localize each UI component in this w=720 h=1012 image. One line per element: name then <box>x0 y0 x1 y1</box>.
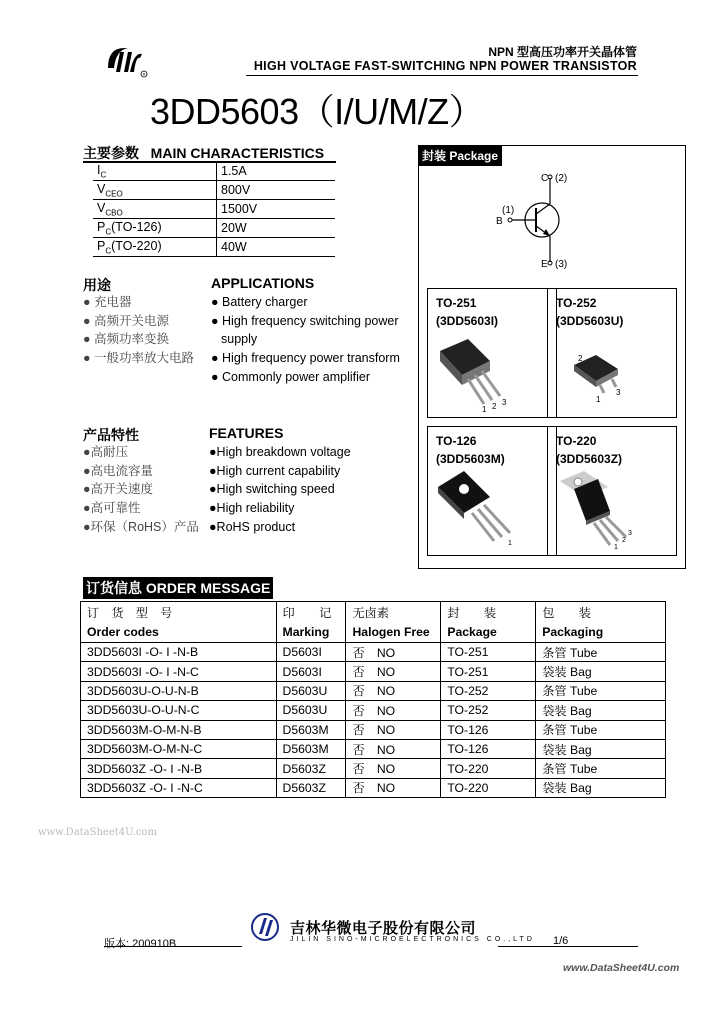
pin-label: 3 <box>628 530 632 537</box>
package-box-to220 <box>547 426 677 556</box>
list-item: ● Battery charger <box>211 295 308 309</box>
char-row <box>93 181 335 200</box>
main-characteristics-heading <box>83 143 324 163</box>
list-item: ● Commonly power amplifier <box>211 369 370 384</box>
pin-b-label: B <box>496 216 503 227</box>
order-title-en: ORDER MESSAGE <box>145 580 271 596</box>
param-suffix: (TO-126) <box>111 219 162 234</box>
header-cell: 包 装 <box>536 602 666 623</box>
packaging: 条管 Tube <box>536 720 666 739</box>
param-subscript: C <box>105 227 112 237</box>
param-symbol: P <box>97 219 106 234</box>
halogen-free: 否 NO <box>346 778 441 797</box>
marking: D5603U <box>276 681 346 700</box>
header-subtitle-cn: NPN 型高压功率开关晶体管 <box>488 45 637 59</box>
package: TO-126 <box>441 739 536 758</box>
order-code: 3DD5603U-O-U-N-C <box>81 701 277 720</box>
package-part: (3DD5603U) <box>556 314 624 328</box>
features-list-cn <box>83 443 199 537</box>
header-cell: Packaging <box>536 622 666 643</box>
order-code: 3DD5603M-O-M-N-C <box>81 739 277 758</box>
param-suffix: (TO-220) <box>111 238 162 253</box>
company-logo-icon <box>104 44 148 78</box>
halogen-free: 否 NO <box>346 701 441 720</box>
package-part: (3DD5603Z) <box>556 452 623 466</box>
header-cell: Halogen Free <box>346 622 441 643</box>
param-value: 1500V <box>217 200 336 219</box>
marking: D5603M <box>276 739 346 758</box>
marking: D5603I <box>276 643 346 662</box>
header-cell: 印 记 <box>276 602 346 623</box>
list-item: ● High frequency switching power <box>211 313 399 328</box>
list-item: ●高耐压 <box>83 445 129 459</box>
watermark-text: www.DataSheet4U.com <box>38 827 157 838</box>
table-row <box>81 643 666 662</box>
halogen-free: 否 NO <box>346 739 441 758</box>
param-value: 20W <box>217 219 336 238</box>
list-item: ● 一般功率放大电路 <box>83 351 195 366</box>
package: TO-220 <box>441 759 536 778</box>
list-item: ●高可靠性 <box>83 501 141 516</box>
order-header-en <box>81 622 666 643</box>
pin-label: 2 <box>578 354 583 363</box>
list-item: ●高开关速度 <box>83 482 154 497</box>
halogen-free: 否 NO <box>346 662 441 681</box>
marking: D5603U <box>276 701 346 720</box>
char-row <box>93 162 335 181</box>
package-label-cn: 封装 <box>422 149 447 163</box>
package-box-to252 <box>547 288 677 418</box>
table-row <box>81 662 666 681</box>
list-item: ●High switching speed <box>209 482 335 497</box>
applications-list-en <box>211 293 400 387</box>
package-name: TO-252 <box>556 296 597 310</box>
main-characteristics-table <box>93 162 335 257</box>
order-message-label <box>83 577 273 599</box>
package-part: (3DD5603M) <box>436 452 505 466</box>
package-label <box>418 145 502 166</box>
char-row <box>93 238 335 257</box>
pin-label: 3 <box>502 398 507 407</box>
marking: D5603I <box>276 662 346 681</box>
package: TO-126 <box>441 720 536 739</box>
applications-list-cn <box>83 293 194 368</box>
table-row <box>81 701 666 720</box>
table-row <box>81 720 666 739</box>
pin-c-number: (2) <box>555 173 568 184</box>
package-label-en: Package <box>449 149 499 163</box>
halogen-free: 否 NO <box>346 643 441 662</box>
order-code: 3DD5603Z -O- I -N-B <box>81 759 277 778</box>
package-part: (3DD5603I) <box>436 314 499 328</box>
list-item: ●高电流容量 <box>83 463 154 478</box>
header-cell: Package <box>441 622 536 643</box>
header-cell: Order codes <box>81 622 277 643</box>
package: TO-252 <box>441 701 536 720</box>
page-number: 1/6 <box>553 935 569 947</box>
table-row <box>81 778 666 797</box>
order-header-cn <box>81 602 666 623</box>
order-title-cn: 订货信息 <box>86 580 142 596</box>
pin-e-label: E <box>541 259 548 270</box>
applications-title-en: APPLICATIONS <box>211 275 315 291</box>
order-code: 3DD5603I -O- I -N-B <box>81 643 277 662</box>
to220-package-icon <box>548 427 676 555</box>
order-code: 3DD5603M-O-M-N-B <box>81 720 277 739</box>
order-code: 3DD5603I -O- I -N-C <box>81 662 277 681</box>
npn-transistor-symbol-icon <box>490 170 590 270</box>
package-name: TO-251 <box>436 296 477 310</box>
to251-package-icon <box>428 289 556 417</box>
param-symbol: I <box>97 162 101 177</box>
char-row <box>93 200 335 219</box>
pin-label: 1 <box>508 540 512 547</box>
table-row <box>81 681 666 700</box>
pin-label: 3 <box>616 388 621 397</box>
packaging: 袋装 Bag <box>536 739 666 758</box>
halogen-free: 否 NO <box>346 681 441 700</box>
param-subscript: CBO <box>105 208 123 218</box>
company-name-en: JILIN SINO-MICROELECTRONICS CO.,LTD <box>290 936 535 943</box>
header-cell: 订 货 型 号 <box>81 602 277 623</box>
table-row <box>81 759 666 778</box>
package-box-to126 <box>427 426 557 556</box>
param-symbol: V <box>97 200 106 215</box>
list-item: ●High breakdown voltage <box>209 445 351 459</box>
to126-package-icon <box>428 427 556 555</box>
pin-label: 2 <box>622 537 626 544</box>
list-item: ●环保（RoHS）产品 <box>83 519 199 534</box>
header-divider <box>246 75 638 76</box>
pin-e-number: (3) <box>555 259 568 270</box>
package-name: TO-220 <box>556 434 597 448</box>
marking: D5603M <box>276 720 346 739</box>
marking: D5603Z <box>276 778 346 797</box>
header-subtitle-en: HIGH VOLTAGE FAST-SWITCHING NPN POWER TRANSISTOR <box>253 59 637 73</box>
version-text: 版本: 200910B <box>104 938 177 950</box>
package: TO-251 <box>441 643 536 662</box>
package: TO-220 <box>441 778 536 797</box>
list-item: ●High current capability <box>209 463 341 478</box>
svg-text:R: R <box>142 71 146 77</box>
list-item: ● 充电器 <box>83 295 132 309</box>
param-value: 40W <box>217 238 336 257</box>
packaging: 袋装 Bag <box>536 662 666 681</box>
header-cell: Marking <box>276 622 346 643</box>
pin-b-number: (1) <box>502 205 515 216</box>
company-footer-logo-icon <box>250 912 280 942</box>
list-item: ●High reliability <box>209 501 295 516</box>
list-item: ● 高频功率变换 <box>83 332 170 347</box>
order-code: 3DD5603U-O-U-N-B <box>81 681 277 700</box>
order-code: 3DD5603Z -O- I -N-C <box>81 778 277 797</box>
watermark-text-bottom: www.DataSheet4U.com <box>563 962 680 974</box>
halogen-free: 否 NO <box>346 720 441 739</box>
list-item: supply <box>221 332 258 347</box>
list-item: ● High frequency power transform <box>211 351 400 366</box>
main-characteristics-title-en: MAIN CHARACTERISTICS <box>150 145 325 161</box>
pin-c-label: C <box>541 173 549 184</box>
char-row <box>93 219 335 238</box>
pin-label: 1 <box>614 544 618 551</box>
table-row <box>81 739 666 758</box>
pin-label: 2 <box>492 402 497 411</box>
param-subscript: C <box>100 170 107 180</box>
applications-title-cn: 用途 <box>83 277 111 293</box>
package: TO-251 <box>441 662 536 681</box>
pin-label: 1 <box>596 395 601 404</box>
package-box-to251 <box>427 288 557 418</box>
param-value: 1.5A <box>217 162 336 181</box>
marking: D5603Z <box>276 759 346 778</box>
param-value: 800V <box>217 181 336 200</box>
order-table <box>80 601 666 798</box>
features-list-en <box>209 443 351 537</box>
header-cell: 无卤素 <box>346 602 441 623</box>
packaging: 袋装 Bag <box>536 701 666 720</box>
package-name: TO-126 <box>436 434 477 448</box>
packaging: 条管 Tube <box>536 643 666 662</box>
main-characteristics-title-cn: 主要参数 <box>83 145 139 161</box>
pin-label: 1 <box>482 405 487 414</box>
package: TO-252 <box>441 681 536 700</box>
param-subscript: C <box>105 246 112 256</box>
page-title: 3DD5603（I/U/M/Z） <box>150 91 485 132</box>
company-name: 吉林华微电子股份有限公司 <box>290 920 477 937</box>
packaging: 条管 Tube <box>536 681 666 700</box>
header-cell: 封 装 <box>441 602 536 623</box>
features-title-cn: 产品特性 <box>83 427 139 443</box>
packaging: 袋装 Bag <box>536 778 666 797</box>
param-symbol: V <box>97 181 106 196</box>
list-item: ● 高频开关电源 <box>83 313 170 328</box>
features-title-en: FEATURES <box>209 425 284 441</box>
param-subscript: CEO <box>105 189 123 199</box>
to252-package-icon <box>548 289 676 417</box>
list-item: ●RoHS product <box>209 519 296 534</box>
halogen-free: 否 NO <box>346 759 441 778</box>
packaging: 条管 Tube <box>536 759 666 778</box>
param-symbol: P <box>97 238 106 253</box>
